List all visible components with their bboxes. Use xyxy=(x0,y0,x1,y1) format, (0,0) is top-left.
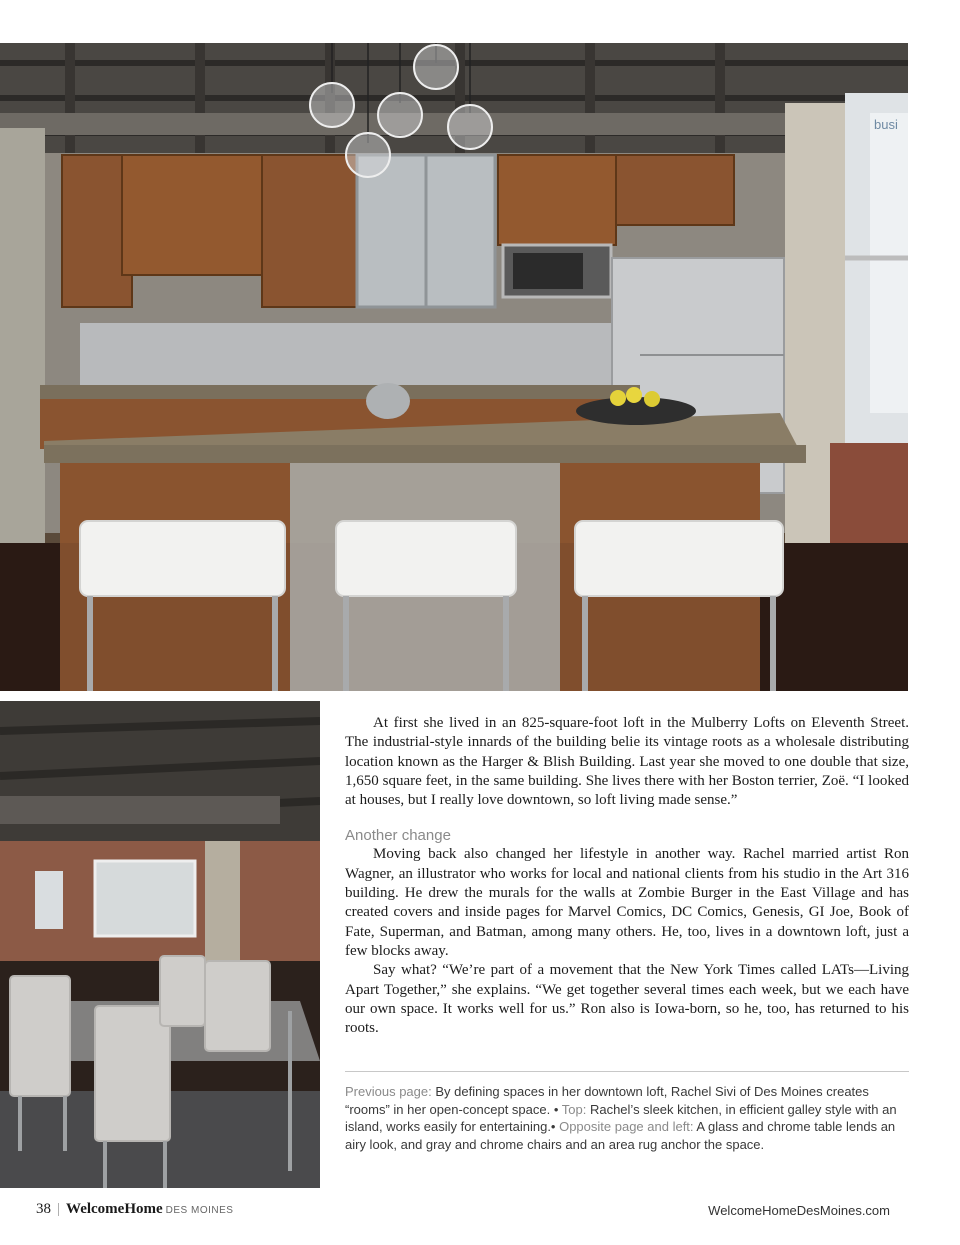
website-url[interactable]: WelcomeHomeDesMoines.com xyxy=(708,1203,890,1218)
caption-text: A glass and chrome table lends an airy look, and gray and chrome chairs and an area rug anchor the space. xyxy=(345,1119,896,1152)
caption-label: Previous page: xyxy=(345,1084,432,1099)
caption-label: Top: xyxy=(561,1101,587,1117)
dining-photo xyxy=(0,701,320,1188)
page-footer-left xyxy=(36,1201,233,1218)
caption-label: Opposite page and left: xyxy=(559,1119,694,1134)
magazine-brand: WelcomeHome xyxy=(66,1201,163,1217)
kitchen-photo xyxy=(0,43,908,691)
caption-divider xyxy=(345,1071,909,1072)
article-paragraph: Say what? “We’re part of a movement that the New York Times called LATs—Living Apart Together,” she explains. “We get together several times each week, but we each have our own space. It works well for us.” Ron also is Iowa-born, so he, too, has returned to his roots. xyxy=(345,962,909,1037)
photo-caption xyxy=(345,1083,905,1153)
page-number: 38 xyxy=(36,1201,51,1217)
window-sign-text: busi xyxy=(874,117,898,132)
article-paragraph: At first she lived in an 825-square-foot loft in the Mulberry Lofts on Eleventh Street. The industrial-style innards of the building belie its vintage roots as a wholesale distributing location known as the Harger & Blish Building. Last year she moved to one double that size, 1,650 square feet, in the same building. She lives there with her Boston terrier, Zoë. “I looked at houses, but I really love downtown, so loft living made sense.” xyxy=(345,715,909,809)
dining-illustration xyxy=(0,701,320,1188)
magazine-city: DES MOINES xyxy=(165,1205,234,1216)
caption-text: By defining spaces in her downtown loft, Rachel Sivi of Des Moines creates “rooms” in her open-concept space. • xyxy=(345,1084,869,1117)
section-subhead: Another change xyxy=(345,827,451,845)
footer-separator: | xyxy=(57,1201,61,1217)
article-paragraph: Moving back also changed her lifestyle in another way. Rachel married artist Ron Wagner, an illustrator who works for local and national clients from his studio in the Art 316 building. He drew the murals for the walls at Zombie Burger in the East Village and has created covers and inside pages for Marvel Comics, DC Comics, Genesis, GI Joe, Book of Fate, Superman, and Batman, among many others. He, too, lives in a downtown loft, just a few blocks away. xyxy=(345,846,909,959)
article-body xyxy=(345,714,909,1038)
kitchen-illustration xyxy=(0,43,908,691)
caption-text: Rachel’s sleek kitchen, in efficient galley style with an island, works easily for entertaining.• xyxy=(345,1101,897,1134)
